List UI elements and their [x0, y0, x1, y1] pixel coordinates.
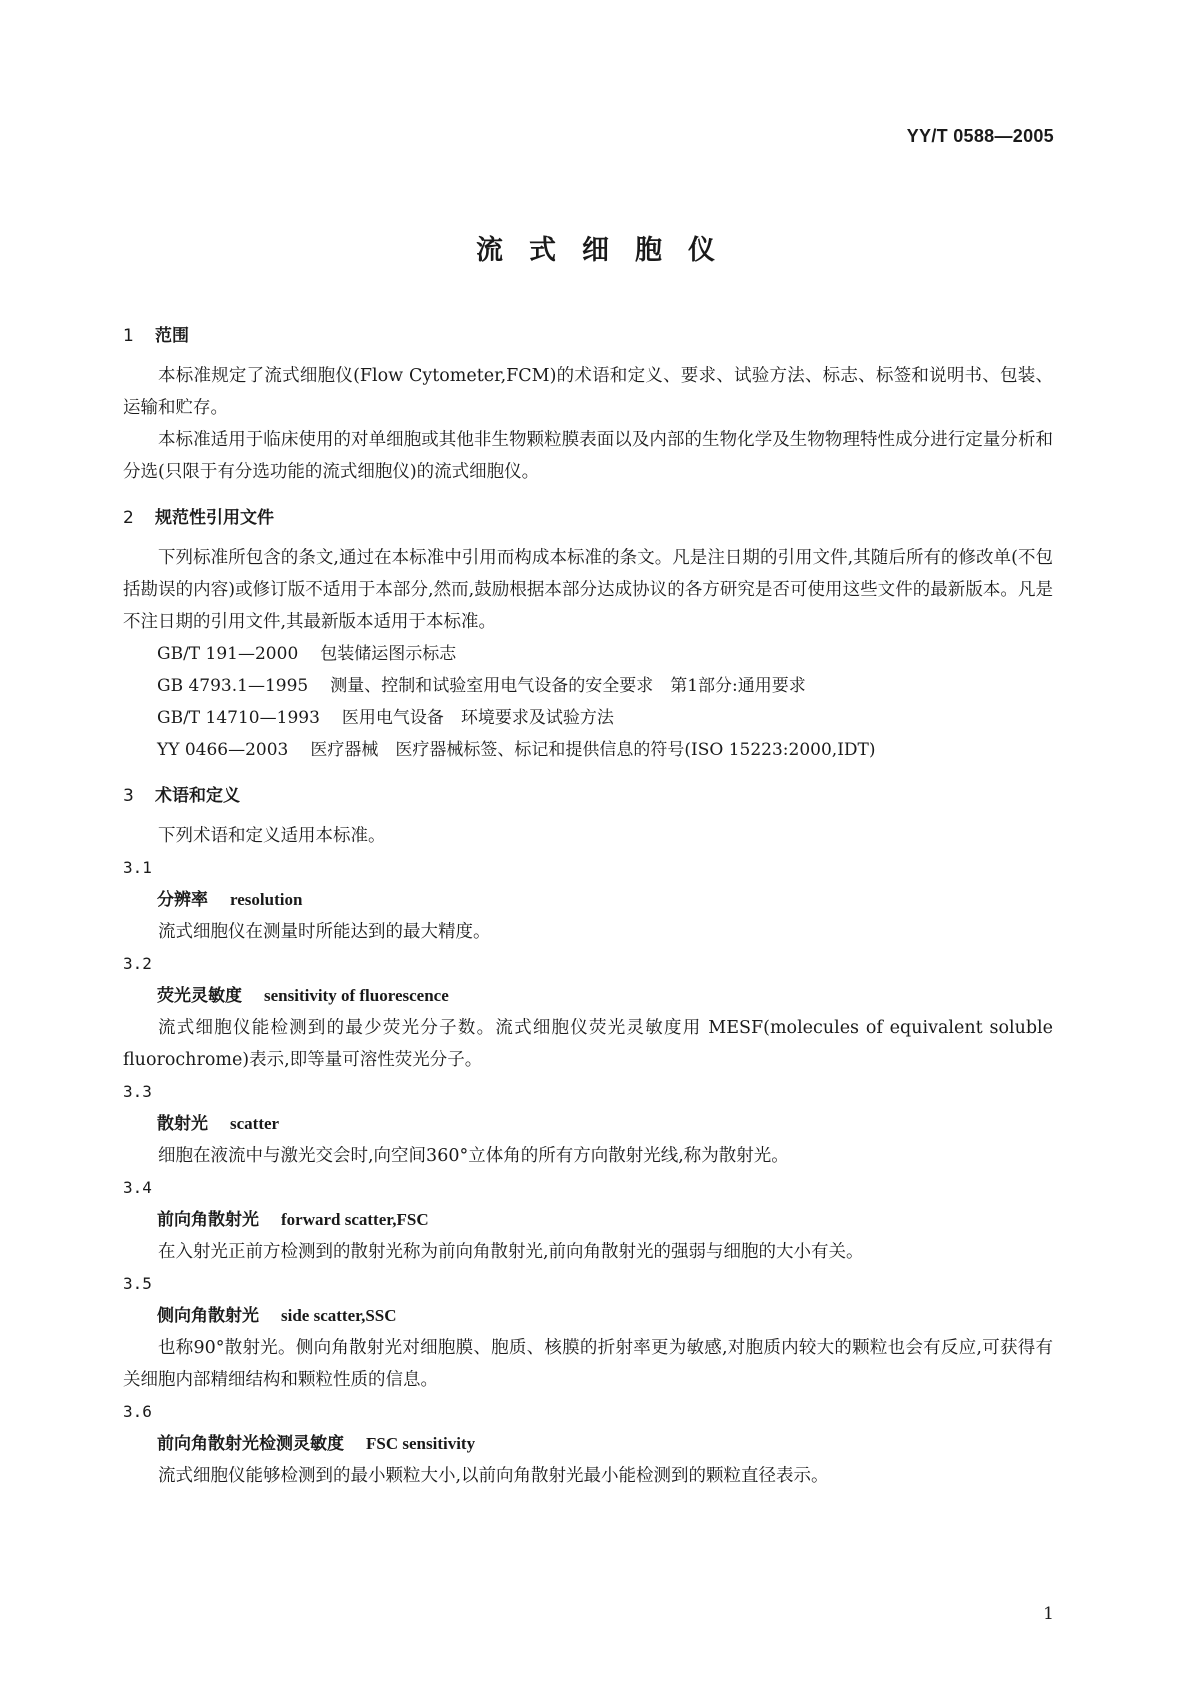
term-en: resolution [230, 890, 303, 909]
reference-item [123, 702, 1053, 734]
page-number: 1 [1043, 1604, 1054, 1624]
term-definition: 流式细胞仪能够检测到的最小颗粒大小,以前向角散射光最小能检测到的颗粒直径表示。 [158, 1466, 829, 1486]
section-title: 范围 [155, 326, 189, 346]
paragraph: 下列标准所包含的条文,通过在本标准中引用而构成本标准的条文。凡是注日期的引用文件,其随后所有的修改单(不包括勘误的内容)或修订版不适用于本部分,然而,鼓励根据本部分达成协议的各方研究是否可使用这些文件的最新版本。凡是不注日期的引用文件,其最新版本适用于本标准。 [123, 548, 1053, 632]
section-title: 术语和定义 [155, 786, 240, 806]
term-number: 3.2 [123, 954, 152, 973]
section-number: 1 [123, 326, 134, 346]
document-title: 流式细胞仪 [476, 235, 741, 266]
term-en: sensitivity of fluorescence [264, 986, 449, 1005]
term-heading [123, 1428, 1053, 1460]
term-zh: 前向角散射光检测灵敏度 [157, 1434, 344, 1454]
term-en: FSC sensitivity [366, 1434, 476, 1453]
term-zh: 散射光 [157, 1114, 208, 1134]
section-1-heading [123, 320, 1053, 352]
term-zh: 荧光灵敏度 [157, 986, 242, 1006]
document-body [123, 320, 1053, 1492]
reference-code: GB 4793.1—1995 [157, 676, 309, 696]
term-number: 3.4 [123, 1178, 152, 1197]
paragraph: 本标准适用于临床使用的对单细胞或其他非生物颗粒膜表面以及内部的生物化学及生物物理特性成分进行定量分析和分选(只限于有分选功能的流式细胞仪)的流式细胞仪。 [123, 430, 1053, 482]
reference-code: GB/T 191—2000 [157, 644, 299, 664]
term-heading [123, 1300, 1053, 1332]
reference-code: GB/T 14710—1993 [157, 708, 320, 728]
section-3-heading [123, 780, 1053, 812]
term-zh: 前向角散射光 [157, 1210, 259, 1230]
term-number: 3.1 [123, 858, 152, 877]
term-en: forward scatter,FSC [281, 1210, 429, 1229]
section-number: 3 [123, 786, 134, 806]
reference-item [123, 734, 1053, 766]
term-en: side scatter,SSC [281, 1306, 397, 1325]
reference-title: 测量、控制和试验室用电气设备的安全要求 第1部分:通用要求 [330, 676, 806, 696]
reference-title: 包装储运图示标志 [320, 644, 457, 664]
reference-item [123, 670, 1053, 702]
section-number: 2 [123, 508, 134, 528]
term-definition: 流式细胞仪能检测到的最少荧光分子数。流式细胞仪荧光灵敏度用 MESF(molecules of equivalent soluble fluorochrome)表示,即等量可溶性荧光分子。 [123, 1018, 1053, 1070]
term-heading [123, 980, 1053, 1012]
term-heading [123, 1108, 1053, 1140]
term-zh: 分辨率 [157, 890, 208, 910]
reference-code: YY 0466—2003 [157, 740, 289, 760]
reference-title: 医疗器械 医疗器械标签、标记和提供信息的符号(ISO 15223:2000,IDT) [310, 740, 876, 760]
term-heading [123, 1204, 1053, 1236]
paragraph: 本标准规定了流式细胞仪(Flow Cytometer,FCM)的术语和定义、要求、试验方法、标志、标签和说明书、包装、运输和贮存。 [123, 366, 1053, 418]
term-definition: 也称90°散射光。侧向角散射光对细胞膜、胞质、核膜的折射率更为敏感,对胞质内较大的颗粒也会有反应,可获得有关细胞内部精细结构和颗粒性质的信息。 [123, 1338, 1053, 1390]
term-zh: 侧向角散射光 [157, 1306, 259, 1326]
term-heading [123, 884, 1053, 916]
term-number: 3.3 [123, 1082, 152, 1101]
term-en: scatter [230, 1114, 280, 1133]
section-2-heading [123, 502, 1053, 534]
reference-title: 医用电气设备 环境要求及试验方法 [341, 708, 614, 728]
term-definition: 细胞在液流中与激光交会时,向空间360°立体角的所有方向散射光线,称为散射光。 [158, 1146, 789, 1166]
term-number: 3.6 [123, 1402, 152, 1421]
term-definition: 流式细胞仪在测量时所能达到的最大精度。 [158, 922, 491, 942]
term-definition: 在入射光正前方检测到的散射光称为前向角散射光,前向角散射光的强弱与细胞的大小有关。 [158, 1242, 864, 1262]
standard-code: YY/T 0588—2005 [906, 126, 1054, 146]
reference-item [123, 638, 1053, 670]
term-number: 3.5 [123, 1274, 152, 1293]
section-title: 规范性引用文件 [155, 508, 274, 528]
paragraph: 下列术语和定义适用本标准。 [158, 826, 386, 846]
